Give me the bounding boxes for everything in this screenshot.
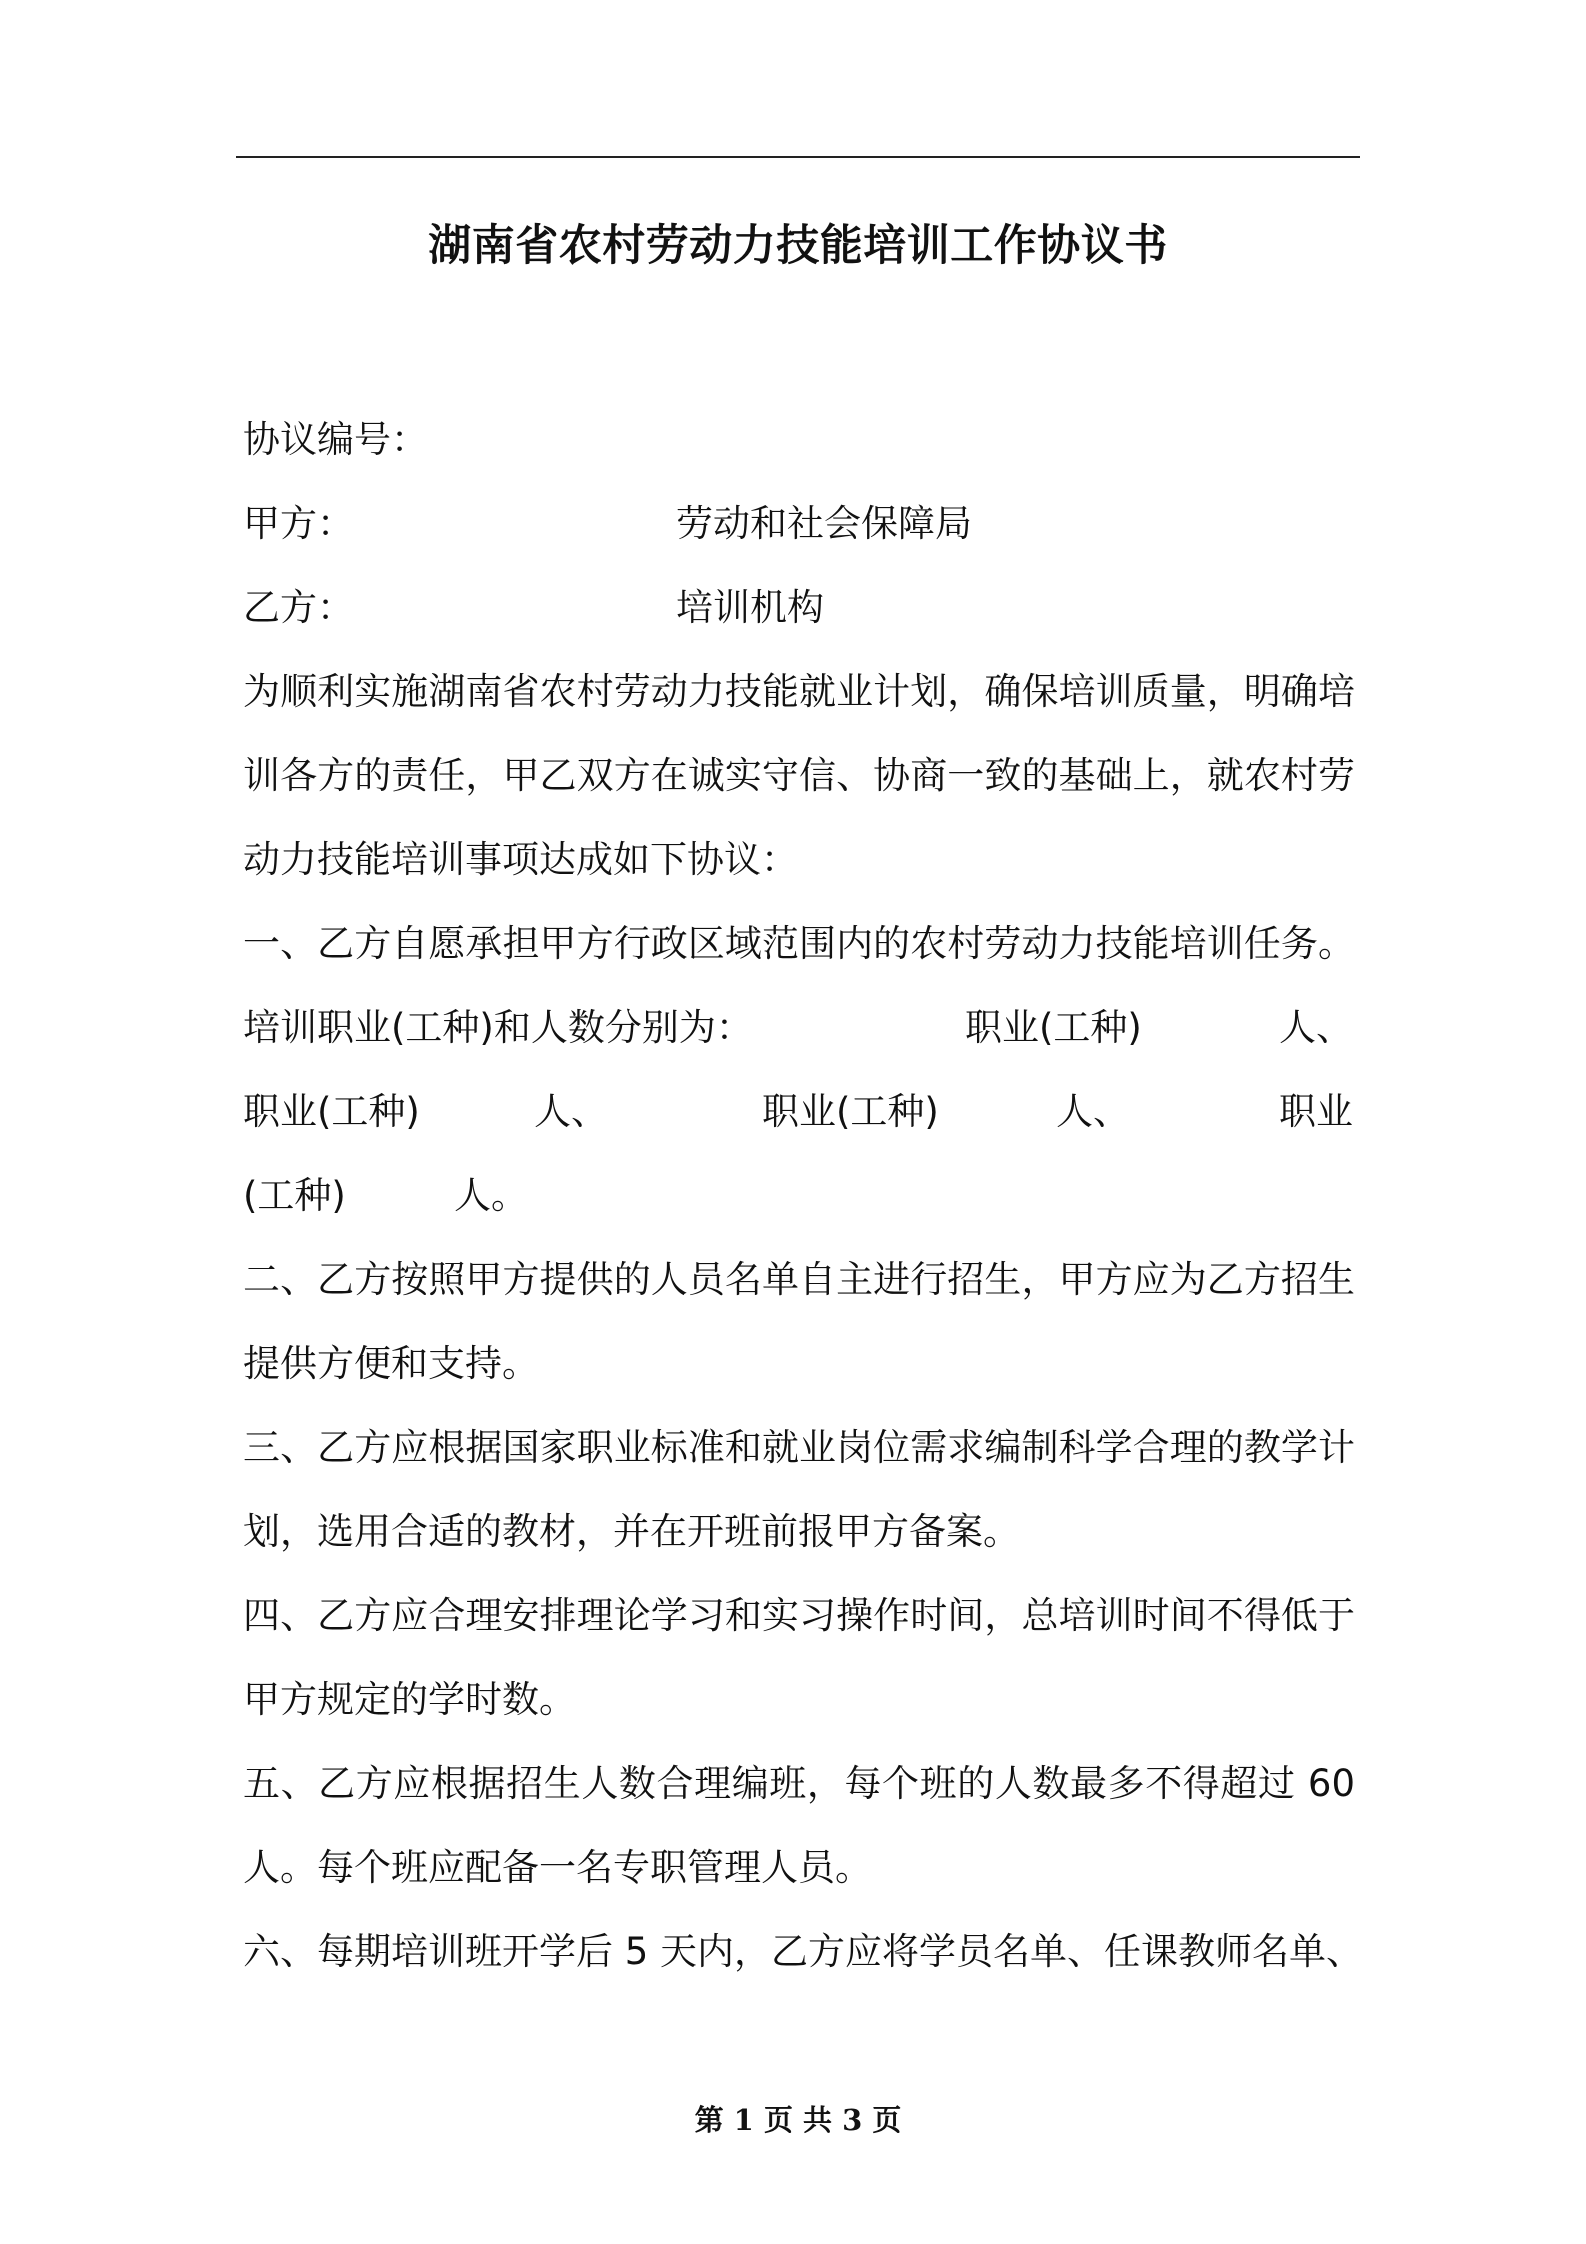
clause-2-line-2: 提供方便和支持。 [243,1342,539,1385]
person-blank-2: 人、 [534,1090,608,1133]
clause-1-line-1: 一、乙方自愿承担甲方行政区域范围内的农村劳动力技能培训任务。 [243,922,1355,965]
training-jobs-lead: 培训职业(工种)和人数分别为： [243,1006,753,1049]
clause-4-line-1: 四、乙方应合理安排理论学习和实习操作时间，总培训时间不得低于 [243,1594,1355,1637]
clause-1-line-3 [243,1088,1355,1136]
agreement-number-label: 协议编号： [243,418,428,461]
party-a-value: 劳动和社会保障局 [676,502,972,545]
person-blank-1: 人、 [1279,1006,1353,1049]
intro-line-1: 为顺利实施湖南省农村劳动力技能就业计划，确保培训质量，明确培 [243,670,1355,713]
intro-line-3: 动力技能培训事项达成如下协议： [243,838,798,881]
person-blank-4: 人。 [454,1174,528,1217]
job-blank-1: 职业(工种) [965,1006,1142,1049]
job-blank-3: 职业(工种) [762,1090,939,1133]
person-blank-3: 人、 [1056,1090,1130,1133]
clause-1-line-4 [243,1172,1355,1220]
clause-4-line-2: 甲方规定的学时数。 [243,1678,576,1721]
job-blank-4: 职业 [1279,1090,1353,1133]
page-footer: 第 1 页 共 3 页 [694,2103,902,2137]
job-blank-2: 职业(工种) [243,1090,420,1133]
party-b-row [243,584,824,632]
clause-3-line-2: 划，选用合适的教材，并在开班前报甲方备案。 [243,1510,1020,1553]
intro-line-2: 训各方的责任，甲乙双方在诚实守信、协商一致的基础上，就农村劳 [243,754,1355,797]
party-b-value: 培训机构 [676,586,824,629]
document-title: 湖南省农村劳动力技能培训工作协议书 [428,221,1168,271]
clause-3-line-1: 三、乙方应根据国家职业标准和就业岗位需求编制科学合理的教学计 [243,1426,1355,1469]
job-blank-4-cont: (工种) [243,1174,346,1217]
clause-5-line-1: 五、乙方应根据招生人数合理编班，每个班的人数最多不得超过 60 [243,1762,1355,1805]
party-b-label: 乙方： [243,586,354,629]
header-rule [236,156,1360,158]
party-a-row [243,500,972,548]
clause-5-line-2: 人。每个班应配备一名专职管理人员。 [243,1846,872,1889]
party-a-label: 甲方： [243,502,354,545]
clause-2-line-1: 二、乙方按照甲方提供的人员名单自主进行招生，甲方应为乙方招生 [243,1258,1355,1301]
clause-6-line-1: 六、每期培训班开学后 5 天内，乙方应将学员名单、任课教师名单、 [243,1930,1364,1973]
clause-1-line-2 [243,1004,1355,1052]
